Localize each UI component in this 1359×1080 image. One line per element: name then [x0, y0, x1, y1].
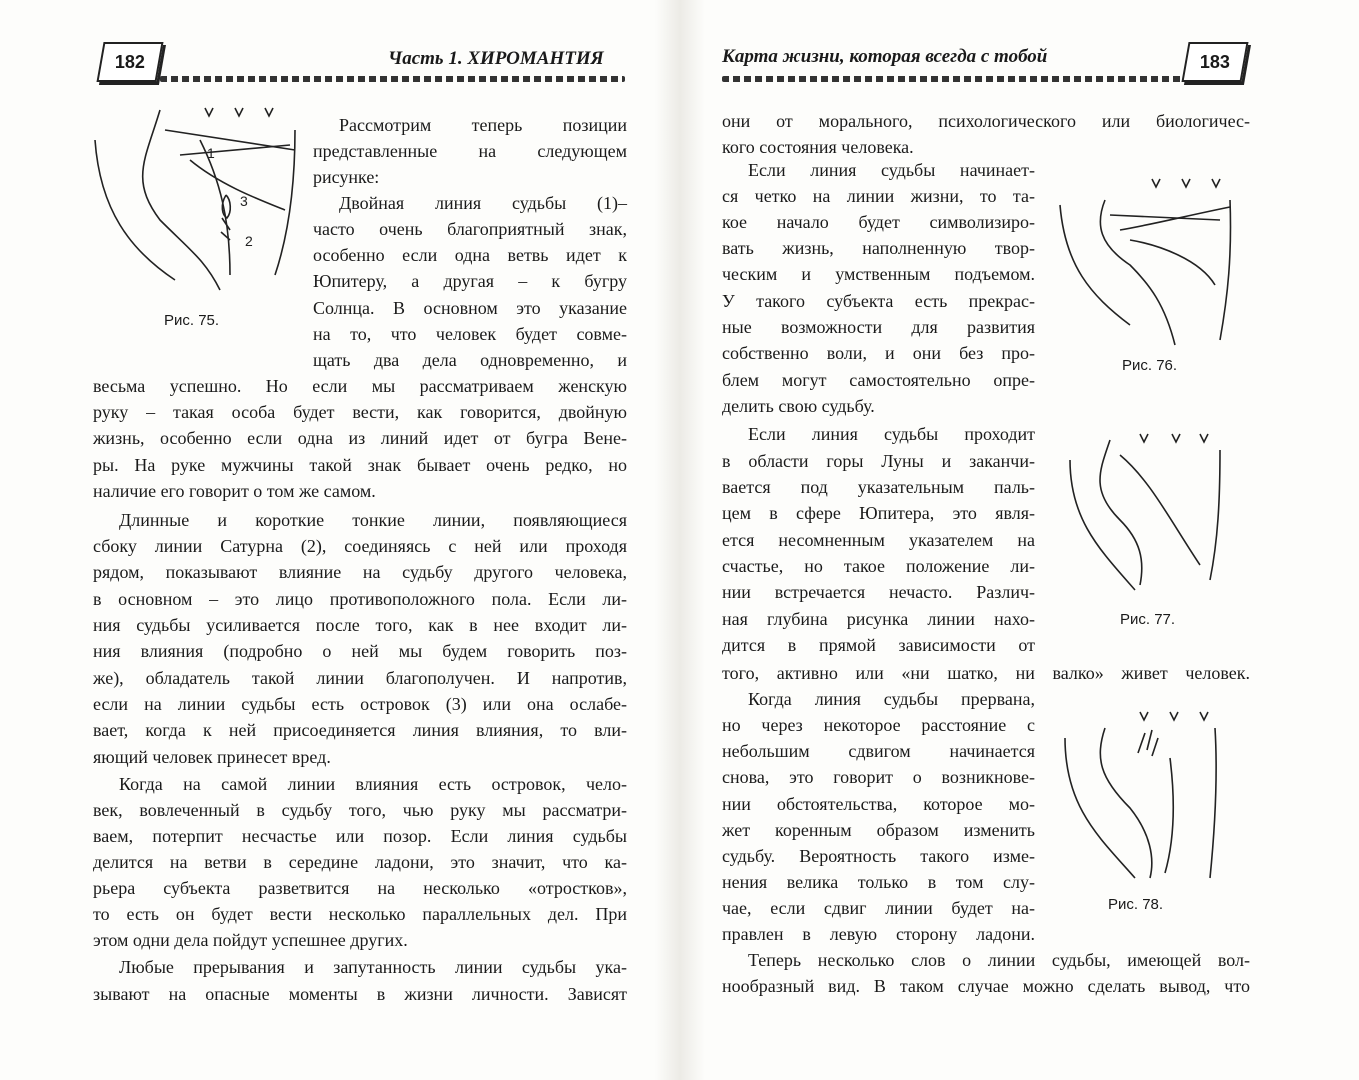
text-line: кого состояния человека. [722, 137, 914, 157]
figure-label: 1 [207, 145, 215, 161]
text-line: ческим и умственным подъемом. [722, 264, 1035, 284]
text-line: вается под указательным паль- [722, 477, 1035, 497]
text-line: Длинные и короткие тонкие линии, появляющиеся [119, 510, 627, 530]
text-line: руку – такая особа будет вести, как говорится, двойную [93, 402, 627, 422]
running-header-left: Часть 1. ХИРОМАНТИЯ [388, 48, 604, 69]
text-line: в основном – это лицо противоположного пола. Если ли- [93, 589, 627, 609]
text-line: нии обстоятельства, которое мо- [722, 794, 1035, 814]
text-line: Двойная линия судьбы (1)– [339, 193, 627, 213]
text-line: весьма успешно. Но если мы рассматриваем женскую [93, 376, 627, 396]
text-line: делится на ветви в середине ладони, это значит, что ка- [93, 852, 627, 872]
text-line: сбоку линии Сатурна (2), соединяясь с ней или проходя [93, 536, 627, 556]
text-line: жизнь, особенно если одна из линий идет от бугра Вене- [93, 428, 627, 448]
text-line: снова, это говорит о возникнове- [722, 767, 1035, 787]
text-line: счастье, но такое положение ли- [722, 556, 1035, 576]
figure-78-caption: Рис. 78. [1108, 896, 1164, 913]
figure-76-caption: Рис. 76. [1122, 357, 1178, 374]
text-line: рьера субъекта разветвится на несколько «отростков», [93, 878, 627, 898]
text-line: век, вовлеченный в судьбу того, чью руку мы рассматри- [93, 800, 627, 820]
text-line: делить свою судьбу. [722, 396, 875, 416]
text-line: ные возможности для развития [722, 317, 1035, 337]
page-number-left [96, 42, 163, 82]
text-line: но через некоторое расстояние с [722, 715, 1035, 735]
text-line: они от морального, психологического или биологичес- [722, 111, 1250, 131]
header-ornament-right [722, 76, 1182, 82]
text-line: щать два дела одновременно, и [313, 350, 627, 370]
text-line: Если линия судьбы проходит [748, 424, 1035, 444]
text-line: Любые прерывания и запутанность линии судьбы ука- [119, 957, 627, 977]
text-line: дится в прямой зависимости от [722, 635, 1035, 655]
book-spine [655, 0, 705, 1080]
text-line: то есть он будет вести несколько параллельных дел. При [93, 904, 627, 924]
text-line: Юпитеру, а другая – к бугру [313, 271, 627, 291]
text-line: же), обладатель такой линии благополучен. И напротив, [93, 668, 627, 688]
running-header-right: Карта жизни, которая всегда с тобой [722, 46, 1048, 67]
text-line: часто очень благоприятный знак, [313, 219, 627, 239]
text-line: вает, когда к ней присоединяется линия влияния, то вли- [93, 720, 627, 740]
text-line: вать жизнь, наполненную твор- [722, 238, 1035, 258]
text-line: блем могут самостоятельно опре- [722, 370, 1035, 390]
text-line: в области горы Луны и заканчи- [722, 451, 1035, 471]
figure-75-caption: Рис. 75. [164, 312, 220, 329]
figure-78-palm-sketch [1050, 708, 1235, 888]
text-line: Когда линия судьбы прервана, [748, 689, 1035, 709]
page-number-right [1181, 42, 1248, 82]
text-line: Если линия судьбы начинает- [748, 160, 1035, 180]
text-line: Теперь несколько слов о линии судьбы, имеющей вол- [748, 950, 1250, 970]
text-line: У такого субъекта есть прекрас- [722, 291, 1035, 311]
text-line: того, активно или «ни шатко, ни валко» живет человек. [722, 663, 1250, 683]
text-line: если на линии судьбы есть островок (3) или она ослабе- [93, 694, 627, 714]
text-line: яющий человек принесет вред. [93, 747, 331, 767]
figure-76-palm-sketch [1040, 175, 1240, 355]
text-line: ная глубина рисунка линии нахо- [722, 609, 1035, 629]
figure-77-caption: Рис. 77. [1120, 611, 1176, 628]
figure-label: 2 [245, 233, 253, 249]
text-line: представленные на следующем [313, 141, 627, 161]
text-line: ния судьбы усиливается после того, как в нее входит ли- [93, 615, 627, 635]
text-line: ния влияния (подробно о ней мы будем говорить поз- [93, 641, 627, 661]
page-number-text: 183 [1199, 51, 1231, 72]
text-line: собственно воли, и они без про- [722, 343, 1035, 363]
text-line: цем в сфере Юпитера, это явля- [722, 503, 1035, 523]
text-line: ся четко на линии жизни, то та- [722, 186, 1035, 206]
text-line: нообразный вид. В таком случае можно сделать вывод, что [722, 976, 1250, 996]
text-line: небольшим сдвигом начинается [722, 741, 1035, 761]
text-line: ры. На руке мужчины такой знак бывает очень редко, но [93, 455, 627, 475]
text-line: рядом, показывают влияние на судьбу другого человека, [93, 562, 627, 582]
text-line: наличие его говорит о том же самом. [93, 481, 376, 501]
text-line: Солнца. В основном это указание [313, 298, 627, 318]
text-line: на то, что человек будет совме- [313, 324, 627, 344]
text-line: правлен в левую сторону ладони. [722, 924, 1035, 944]
text-line: зывают на опасные моменты в жизни личности. Зависят [93, 984, 627, 1004]
figure-label: 3 [240, 193, 248, 209]
text-line: кое начало будет символизиро- [722, 212, 1035, 232]
header-ornament-left [160, 76, 625, 82]
text-line: ваем, потерпит несчастье или позор. Если линия судьбы [93, 826, 627, 846]
figure-77-palm-sketch [1060, 430, 1230, 600]
text-line: чае, если сдвиг линии будет на- [722, 898, 1035, 918]
text-line: Когда на самой линии влияния есть островок, чело- [119, 774, 627, 794]
figure-75-palm-sketch [90, 100, 310, 300]
text-line: особенно если одна ветвь идет к [313, 245, 627, 265]
text-line: судьбу. Вероятность такого изме- [722, 846, 1035, 866]
text-line: жет коренным образом изменить [722, 820, 1035, 840]
text-line: нения велика только в том слу- [722, 872, 1035, 892]
text-line: рисунке: [313, 167, 380, 187]
page-number-text: 182 [114, 51, 146, 72]
text-line: этом одни дела пойдут успешнее других. [93, 930, 408, 950]
text-line: нии встречается нечасто. Различ- [722, 582, 1035, 602]
text-line: Рассмотрим теперь позиции [339, 115, 627, 135]
text-line: ется несомненным указателем на [722, 530, 1035, 550]
